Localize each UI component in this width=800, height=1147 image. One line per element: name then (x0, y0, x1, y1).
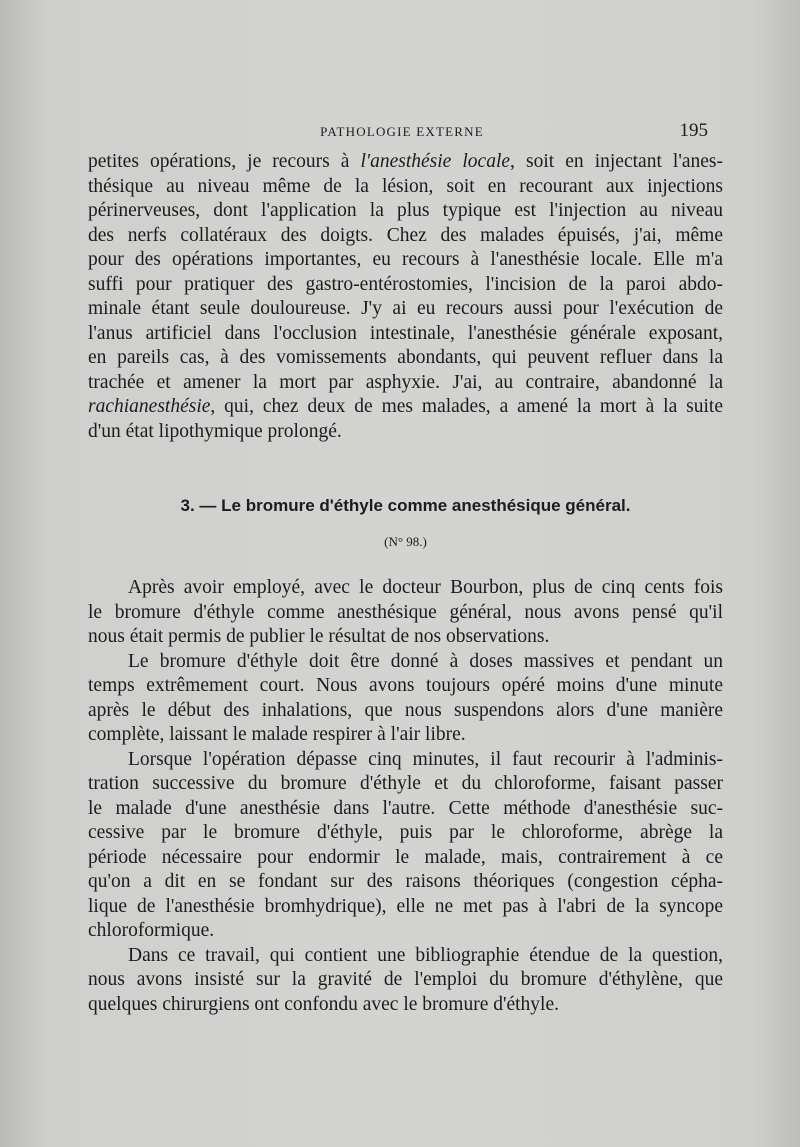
text-line: suffi pour pratiquer des gastro-entérostomies, l'incision de la paroi abdo- (88, 273, 723, 295)
text-line: petites opérations, je recours à l'anesthésie locale, soit en injectant l'anes- (88, 151, 724, 172)
text-line: trachée et amener la mort par asphyxie. J'ai, au contraire, abandonné la (88, 371, 723, 393)
text-line: le malade d'une anesthésie dans l'autre. Cette méthode d'anesthésie suc- (88, 797, 723, 819)
text-line: nous avons insisté sur la gravité de l'emploi du bromure d'éthylène, que (88, 969, 723, 990)
text-line: chloroformique. (88, 920, 215, 941)
text-line: des nerfs collatéraux des doigts. Chez des malades épuisés, j'ai, même (88, 224, 723, 246)
text-line: l'anus artificiel dans l'occlusion intestinale, l'anesthésie générale exposant, (88, 322, 723, 344)
text-line: rachianesthésie, qui, chez deux de mes malades, a amené la mort à la suite (88, 396, 723, 417)
text-line: complète, laissant le malade respirer à l'air libre. (88, 724, 466, 745)
paragraph-local-anesthesia (88, 150, 723, 444)
text-line: Lorsque l'opération dépasse cinq minutes, il faut recourir à l'adminis- (128, 748, 723, 770)
text-line: pour des opérations importantes, eu recours à l'anesthésie locale. Elle m'a (88, 249, 723, 270)
text-line: qu'on a dit en se fondant sur des raisons théoriques (congestion cépha- (88, 871, 723, 892)
page-header (92, 118, 712, 146)
text-line: période nécessaire pour endormir le malade, mais, contrairement à ce (88, 846, 723, 868)
text-line: d'un état lipothymique prolongé. (88, 420, 342, 442)
text-line: nous était permis de publier le résultat de nos observations. (88, 626, 550, 647)
page-number: 195 (679, 120, 708, 141)
text-line: périnerveuses, dont l'application la plus typique est l'injection au niveau (88, 200, 723, 221)
text-line: minale étant seule douloureuse. J'y ai eu recours aussi pour l'exécution de (88, 298, 723, 319)
text-line: tration successive du bromure d'éthyle et du chloroforme, faisant passer (88, 773, 723, 794)
section-title: 3. — Le bromure d'éthyle comme anesthésique général. (180, 496, 631, 515)
text-line: en pareils cas, à des vomissements abondants, qui peuvent refluer dans la (88, 347, 723, 368)
text-line: Après avoir employé, avec le docteur Bourbon, plus de cinq cents fois (128, 577, 723, 598)
section-body (88, 576, 723, 1017)
text-line: après le début des inhalations, que nous suspendons alors d'une manière (88, 699, 723, 721)
running-head: PATHOLOGIE EXTERNE (320, 124, 484, 139)
text-line: cessive par le bromure d'éthyle, puis par le chloroforme, abrège la (88, 822, 723, 843)
text-line: Dans ce travail, qui contient une bibliographie étendue de la question, (128, 944, 723, 966)
text-line: temps extrêmement court. Nous avons toujours opéré moins d'une minute (88, 675, 723, 696)
text-line: le bromure d'éthyle comme anesthésique général, nous avons pensé qu'il (88, 601, 723, 623)
text-line: quelques chirurgiens ont confondu avec le bromure d'éthyle. (88, 993, 560, 1015)
section-reference: (N° 98.) (384, 534, 427, 549)
text-line: thésique au niveau même de la lésion, soit en recourant aux injections (88, 175, 723, 197)
text-line: lique de l'anesthésie bromhydrique), elle ne met pas à l'abri de la syncope (88, 895, 723, 917)
text-line: Le bromure d'éthyle doit être donné à doses massives et pendant un (128, 650, 723, 672)
